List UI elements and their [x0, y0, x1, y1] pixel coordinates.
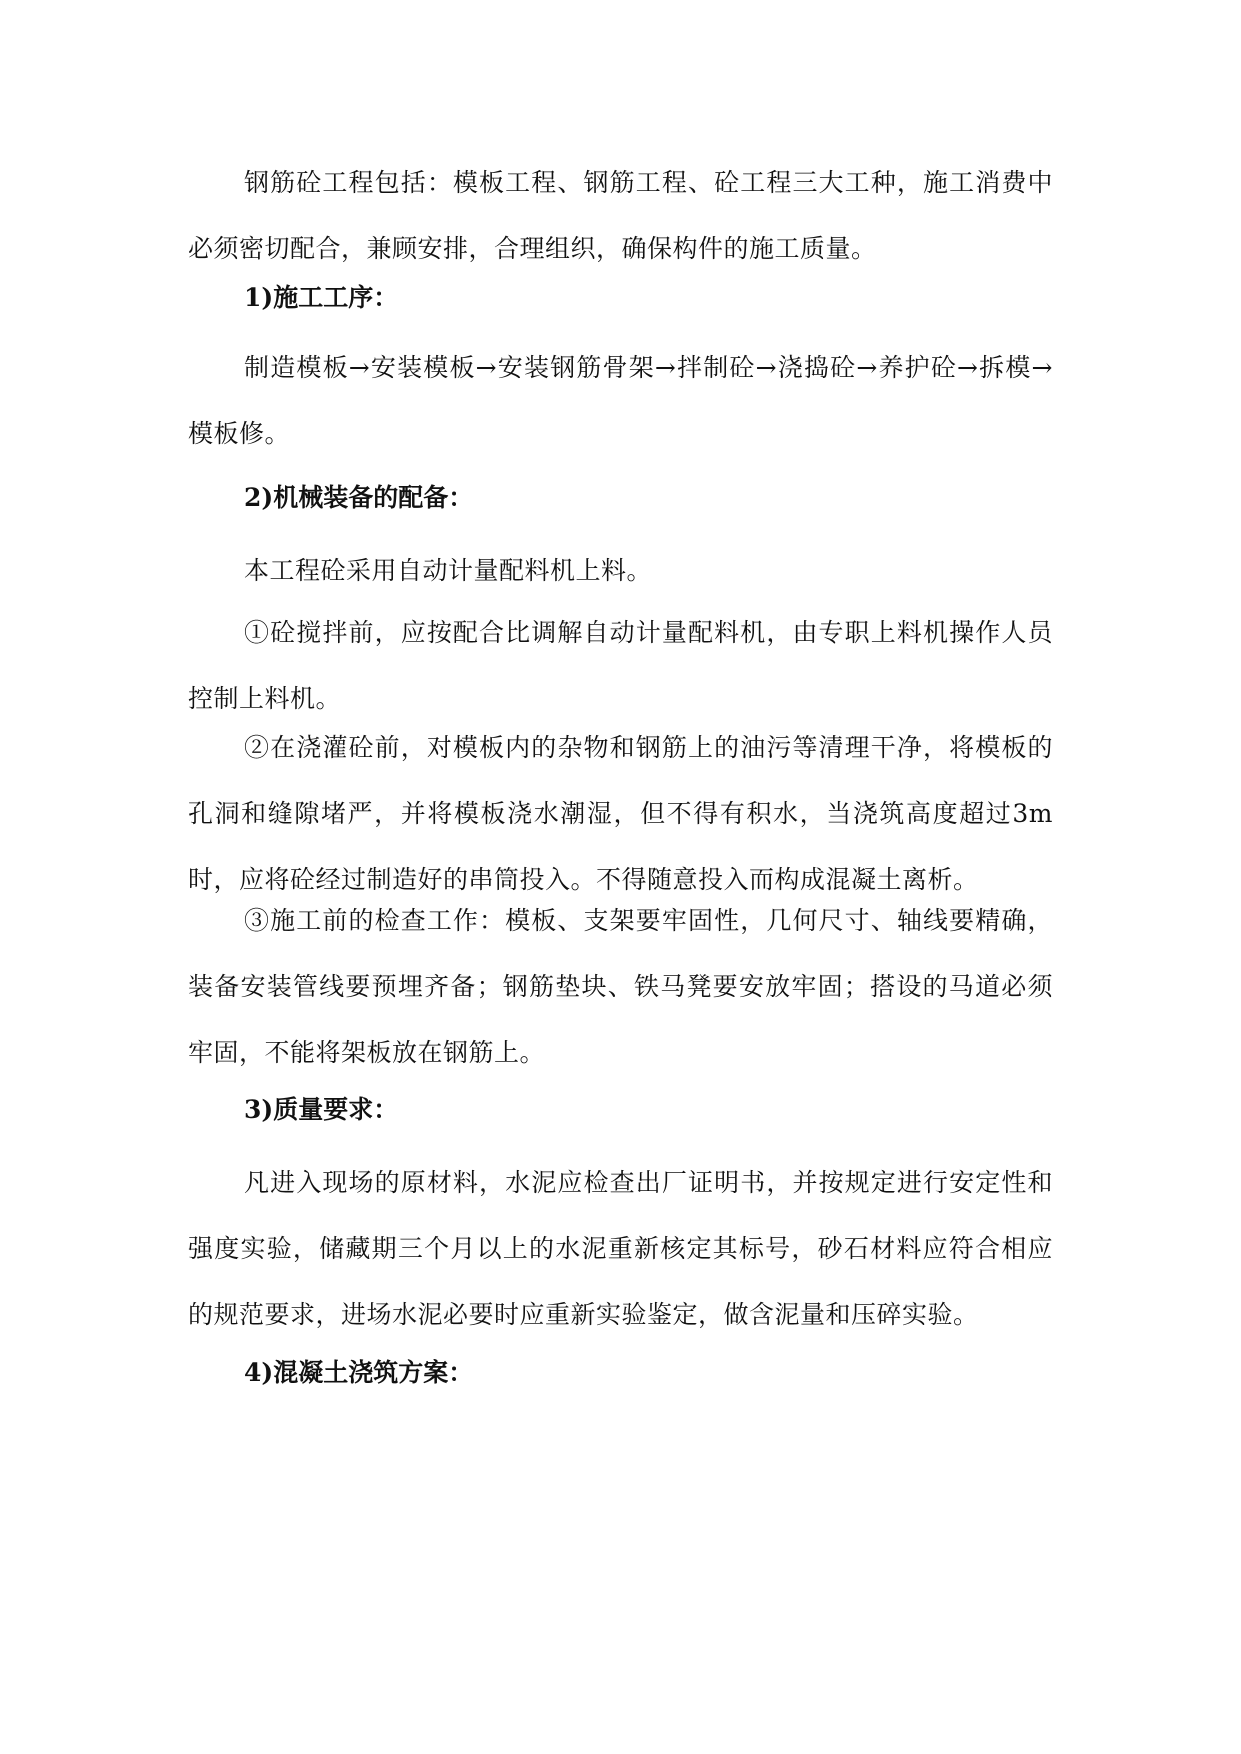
heading-pouring-plan: 4)混凝土浇筑方案：: [244, 1358, 474, 1387]
paragraph-item-1: ①砼搅拌前，应按配合比调解自动计量配料机，由专职上料机操作人员控制上料机。: [188, 618, 1053, 713]
paragraph-construction-sequence: 制造模板→安装模板→安装钢筋骨架→拌制砼→浇捣砼→养护砼→拆模→模板修。: [188, 353, 1053, 448]
heading-quality-requirements: 3)质量要求：: [244, 1095, 399, 1124]
paragraph-machinery-intro: 本工程砼采用自动计量配料机上料。: [244, 556, 653, 585]
paragraph-quality-requirements: 凡进入现场的原材料，水泥应检查出厂证明书，并按规定进行安定性和强度实验，储藏期三个月以上的水泥重新核定其标号，砂石材料应符合相应的规范要求，进场水泥必要时应重新实验鉴定，做含泥量和压碎实验。: [188, 1168, 1053, 1329]
heading-construction-sequence: 1)施工工序：: [244, 283, 399, 312]
paragraph-item-2: ②在浇灌砼前，对模板内的杂物和钢筋上的油污等清理干净，将模板的孔洞和缝隙堵严，并将模板浇水潮湿，但不得有积水，当浇筑高度超过3m时，应将砼经过制造好的串筒投入。不得随意投入而构成混凝土离析。: [188, 733, 1053, 894]
paragraph-item-3: ③施工前的检查工作：模板、支架要牢固性，几何尺寸、轴线要精确，装备安装管线要预埋齐备；钢筋垫块、铁马凳要安放牢固；搭设的马道必须牢固，不能将架板放在钢筋上。: [188, 906, 1053, 1067]
heading-machinery: 2)机械装备的配备：: [244, 483, 474, 512]
paragraph-intro: 钢筋砼工程包括：模板工程、钢筋工程、砼工程三大工种，施工消费中必须密切配合，兼顾安排，合理组织，确保构件的施工质量。: [188, 168, 1053, 263]
